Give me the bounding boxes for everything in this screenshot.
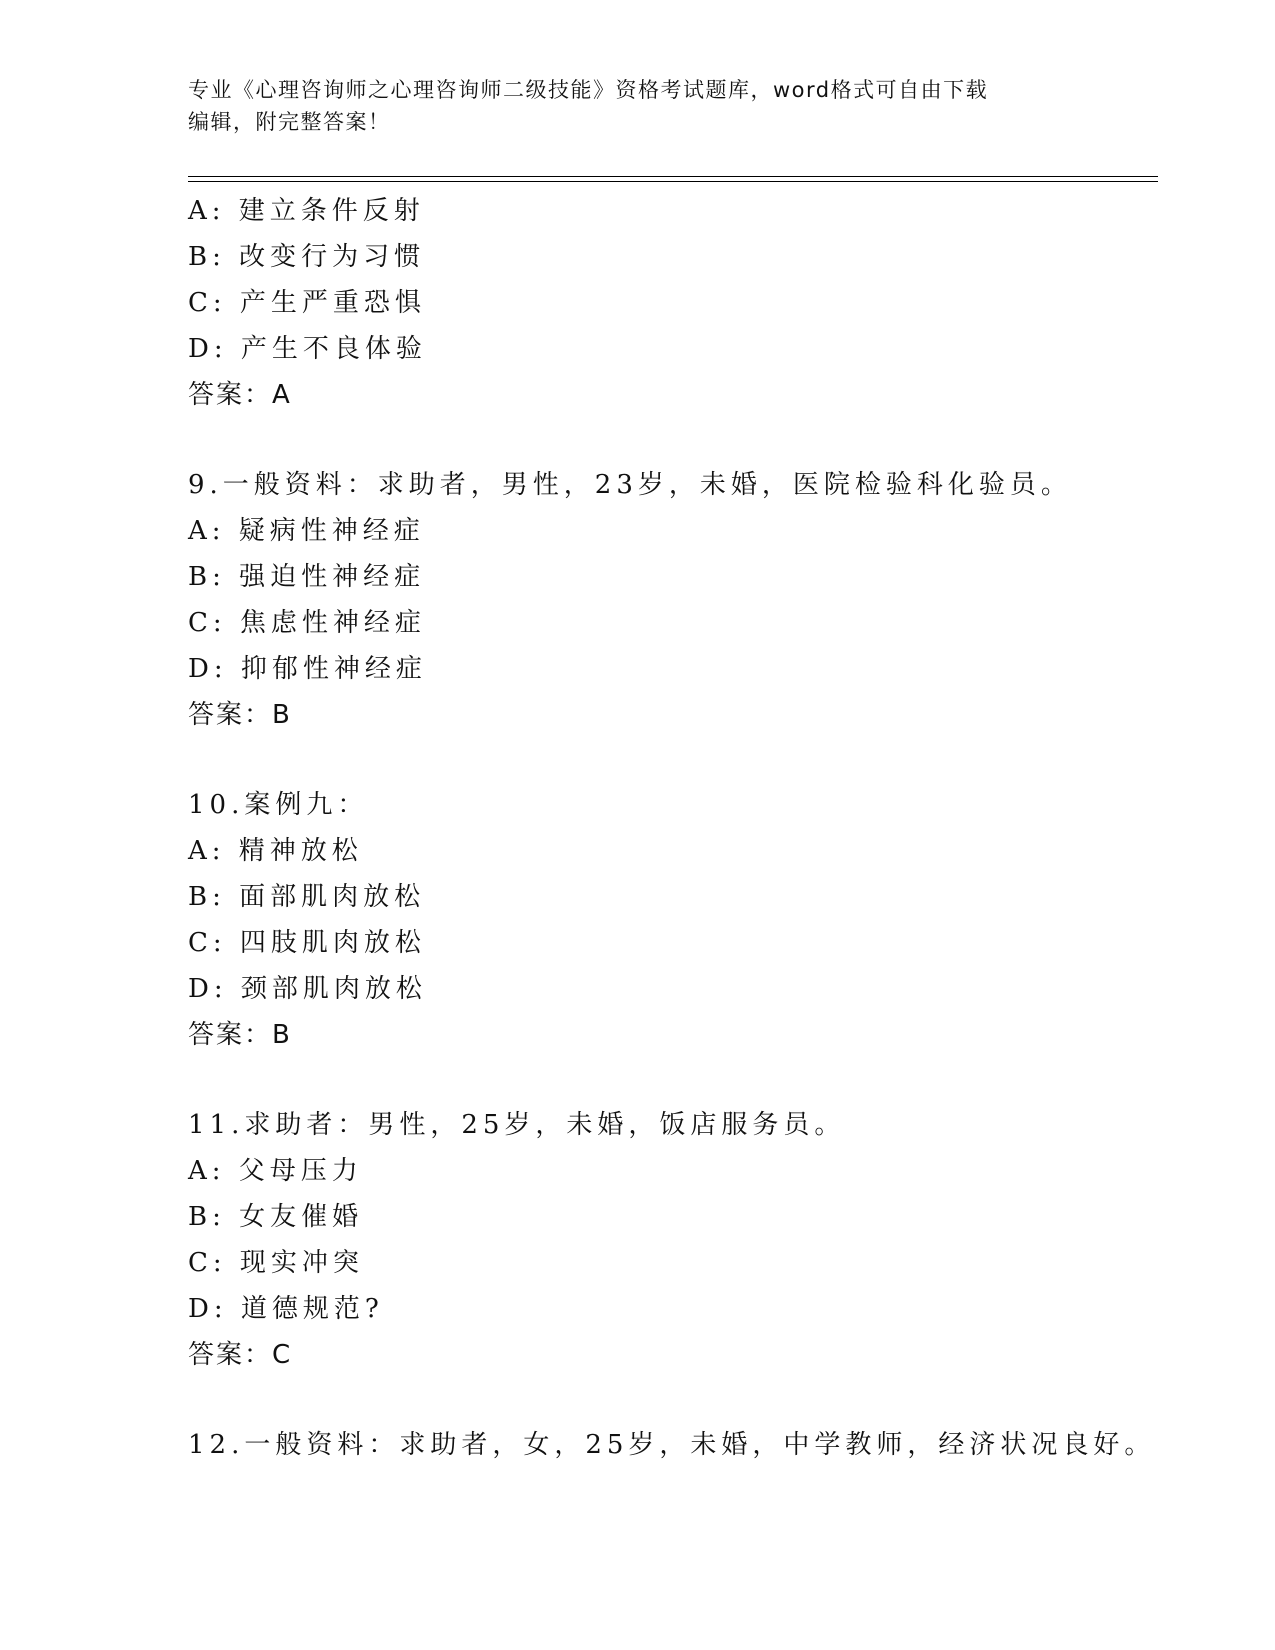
option-c: C: 产生严重恐惧 [188,288,426,318]
option-d: D: 道德规范? [188,1294,384,1324]
answer-line: 答案：B [188,1020,292,1050]
option-d: D: 抑郁性神经症 [188,654,427,684]
option-b: B: 强迫性神经症 [188,562,426,592]
option-b: B: 女友催婚 [188,1202,364,1232]
header-line-1: 专业《心理咨询师之心理咨询师二级技能》资格考试题库，word格式可自由下载 [188,78,989,102]
option-c: C: 现实冲突 [188,1248,364,1278]
header-line-2: 编辑，附完整答案！ [188,110,391,134]
question-9-block [188,462,1158,738]
option-a: A: 精神放松 [188,836,363,866]
question-list [188,188,1158,1468]
header-rule-top [188,176,1158,177]
question-8-block [188,188,1158,418]
answer-line: 答案：A [188,380,292,410]
option-a: A: 建立条件反射 [188,196,425,226]
header-rule-bottom [188,181,1158,182]
option-c: C: 四肢肌肉放松 [188,928,426,958]
option-d: D: 颈部肌肉放松 [188,974,427,1004]
question-stem: 9.一般资料：求助者，男性，23岁，未婚，医院检验科化验员。 [188,470,1072,500]
question-12-block [188,1422,1158,1468]
option-d: D: 产生不良体验 [188,334,427,364]
option-b: B: 改变行为习惯 [188,242,426,272]
answer-line: 答案：B [188,700,292,730]
document-header [188,74,1088,138]
option-b: B: 面部肌肉放松 [188,882,426,912]
question-stem: 10.案例九： [188,790,369,820]
question-stem: 11.求助者：男性，25岁，未婚，饭店服务员。 [188,1110,846,1140]
option-c: C: 焦虑性神经症 [188,608,426,638]
question-10-block [188,782,1158,1058]
answer-line: 答案：C [188,1340,293,1370]
question-11-block [188,1102,1158,1378]
option-a: A: 疑病性神经症 [188,516,425,546]
question-stem: 12.一般资料：求助者，女，25岁，未婚，中学教师，经济状况良好。 [188,1430,1156,1460]
option-a: A: 父母压力 [188,1156,363,1186]
